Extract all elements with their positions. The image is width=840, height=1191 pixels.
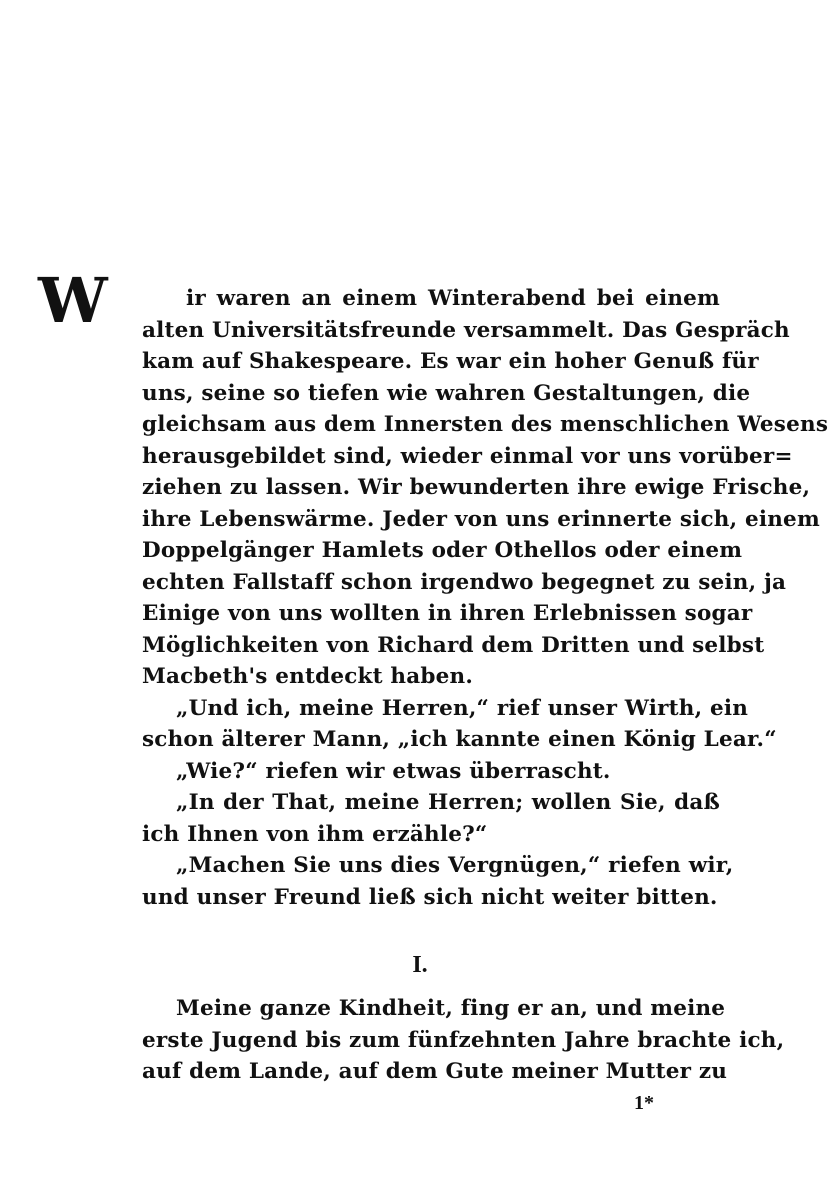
- paragraph-intro: [142, 283, 829, 693]
- paragraph-wie: [142, 756, 720, 788]
- text-line: Möglichkeiten von Richard dem Dritten und selbst: [142, 632, 765, 658]
- page-signature: 1*: [634, 1092, 654, 1114]
- text-line: schon älterer Mann, „ich kannte einen König Lear.“: [142, 727, 777, 752]
- text-line: Meine ganze Kindheit, fing er an, und meine: [176, 996, 726, 1021]
- text-line: kam auf Shakespeare. Es war ein hoher Genuß für: [142, 349, 759, 374]
- text-line: gleichsam aus dem Innersten des menschlichen Wesens: [142, 412, 829, 437]
- text-line: und unser Freund ließ sich nicht weiter bitten.: [142, 884, 718, 910]
- chapter-heading: I.: [412, 952, 428, 978]
- text-line: alten Universitätsfreunde versammelt. Das Gespräch: [142, 317, 790, 343]
- text-line: „In der That, meine Herren; wollen Sie, daß: [176, 790, 720, 815]
- text-line: „Machen Sie uns dies Vergnügen,“ riefen wir,: [176, 853, 734, 878]
- text-line: Einige von uns wollten in ihren Erlebnissen sogar: [142, 601, 753, 626]
- text-line: auf dem Lande, auf dem Gute meiner Mutter zu: [142, 1059, 728, 1084]
- text-line: Macbeth's entdeckt haben.: [142, 664, 474, 689]
- text-line: Doppelgänger Hamlets oder Othellos oder einem: [142, 538, 743, 563]
- text-line: echten Fallstaff schon irgendwo begegnet zu sein, ja: [142, 569, 787, 595]
- text-line: „Wie?“ riefen wir etwas überrascht.: [176, 758, 611, 784]
- text-line: erste Jugend bis zum fünfzehnten Jahre brachte ich,: [142, 1027, 785, 1053]
- text-line: ich Ihnen von ihm erzähle?“: [142, 821, 488, 847]
- intro-text: [142, 283, 829, 913]
- paragraph-vergnuegen: [142, 850, 734, 913]
- text-line: herausgebildet sind, wieder einmal vor uns vorüber=: [142, 443, 793, 469]
- text-line: „Und ich, meine Herren,“ rief unser Wirth, ein: [176, 695, 749, 721]
- chapter-text: [142, 993, 785, 1088]
- text-line: ziehen zu lassen. Wir bewunderten ihre ewige Frische,: [142, 475, 811, 500]
- paragraph-lear: [142, 693, 777, 756]
- text-line: ihre Lebenswärme. Jeder von uns erinnerte sich, einem: [142, 506, 820, 532]
- paragraph-that: [142, 787, 720, 850]
- drop-cap: W: [38, 264, 108, 337]
- text-line: uns, seine so tiefen wie wahren Gestaltungen, die: [142, 380, 751, 406]
- text-line: ir waren an einem Winterabend bei einem: [186, 286, 720, 311]
